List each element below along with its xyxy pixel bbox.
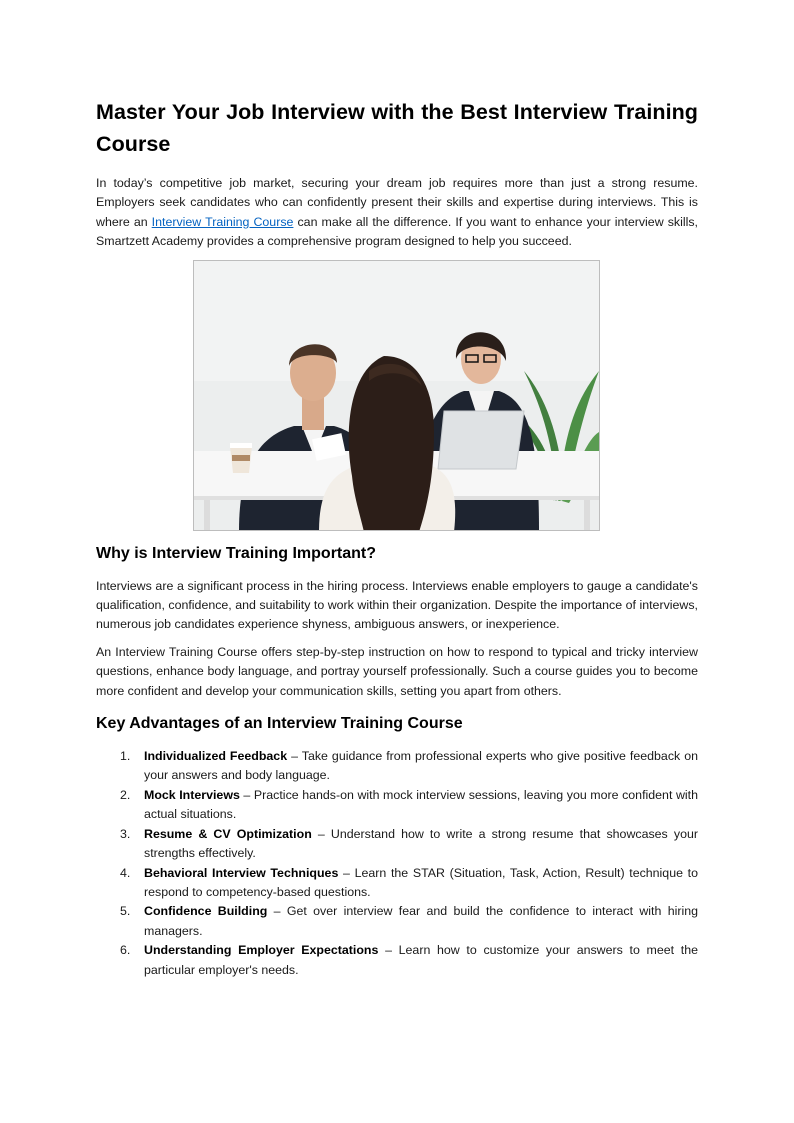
list-item-text: – Get over interview fear and build the confidence to interact with hiring managers.: [144, 904, 698, 938]
list-item-title: Confidence Building: [144, 904, 268, 919]
list-item-number: 2.: [120, 787, 131, 802]
page-title: Master Your Job Interview with the Best Interview Training Course: [96, 100, 698, 156]
list-item: [96, 747, 698, 786]
list-item: [96, 825, 698, 864]
section-heading-why: Why is Interview Training Important?: [96, 544, 377, 562]
list-item-text: – Take guidance from professional experts who give positive feedback on your answers and body language.: [144, 749, 698, 783]
why-paragraph-1: Interviews are a significant process in the hiring process. Interviews enable employers to gauge a candidate's qualification, confidence, and suitability to work within their organization. Despite the importance of interviews, numerous job candidates experience shyness, ambiguous answers, or inexperience.: [96, 578, 698, 632]
list-item-number: 6.: [120, 943, 131, 958]
list-item: [96, 902, 698, 941]
list-item-title: Mock Interviews: [144, 787, 240, 802]
list-item: [96, 786, 698, 825]
list-item-text: – Practice hands-on with mock interview sessions, leaving you more confident with actual situations.: [144, 787, 698, 822]
list-item-number: 1.: [120, 749, 131, 764]
intro-text-before: In today’s competitive job market, securing your dream job requires more than just a strong resume. Employers seek candidates who can confidently present their skills and expertise during interviews. This is where an: [96, 176, 698, 229]
list-item-number: 3.: [120, 826, 131, 841]
list-item-title: Resume & CV Optimization: [144, 826, 312, 841]
section-heading-advantages: Key Advantages of an Interview Training Course: [96, 715, 463, 733]
list-item: [96, 941, 698, 980]
advantages-list: [96, 747, 698, 980]
document-content: [96, 96, 698, 980]
intro-text-after: can make all the difference. If you want to enhance your interview skills, Smartzett Academy provides a comprehensive program designed to help you succeed.: [96, 214, 698, 249]
why-paragraph-2: An Interview Training Course offers step-by-step instruction on how to respond to typical and tricky interview questions, enhance body language, and portray yourself professionally. Such a course guides you to become more confident and develop your communication skills, setting you apart from others.: [96, 644, 698, 698]
list-item-text: – Learn the STAR (Situation, Task, Action, Result) technique to respond to competency-based questions.: [144, 865, 698, 899]
list-item: [96, 864, 698, 903]
intro-paragraph: [96, 174, 698, 252]
list-item-number: 4.: [120, 865, 131, 880]
interview-training-course-link[interactable]: Interview Training Course: [151, 214, 294, 229]
photo-icon: [194, 261, 600, 531]
list-item-title: Understanding Employer Expectations: [144, 943, 379, 958]
list-item-title: Individualized Feedback: [144, 749, 288, 764]
list-item-text: – Understand how to write a strong resume that showcases your strengths effectively.: [144, 826, 698, 861]
interview-photo: [193, 260, 600, 531]
list-item-text: – Learn how to customize your answers to meet the particular employer's needs.: [144, 943, 698, 977]
photo-laptop: [438, 411, 524, 469]
list-item-number: 5.: [120, 904, 131, 919]
list-item-title: Behavioral Interview Techniques: [144, 865, 339, 880]
